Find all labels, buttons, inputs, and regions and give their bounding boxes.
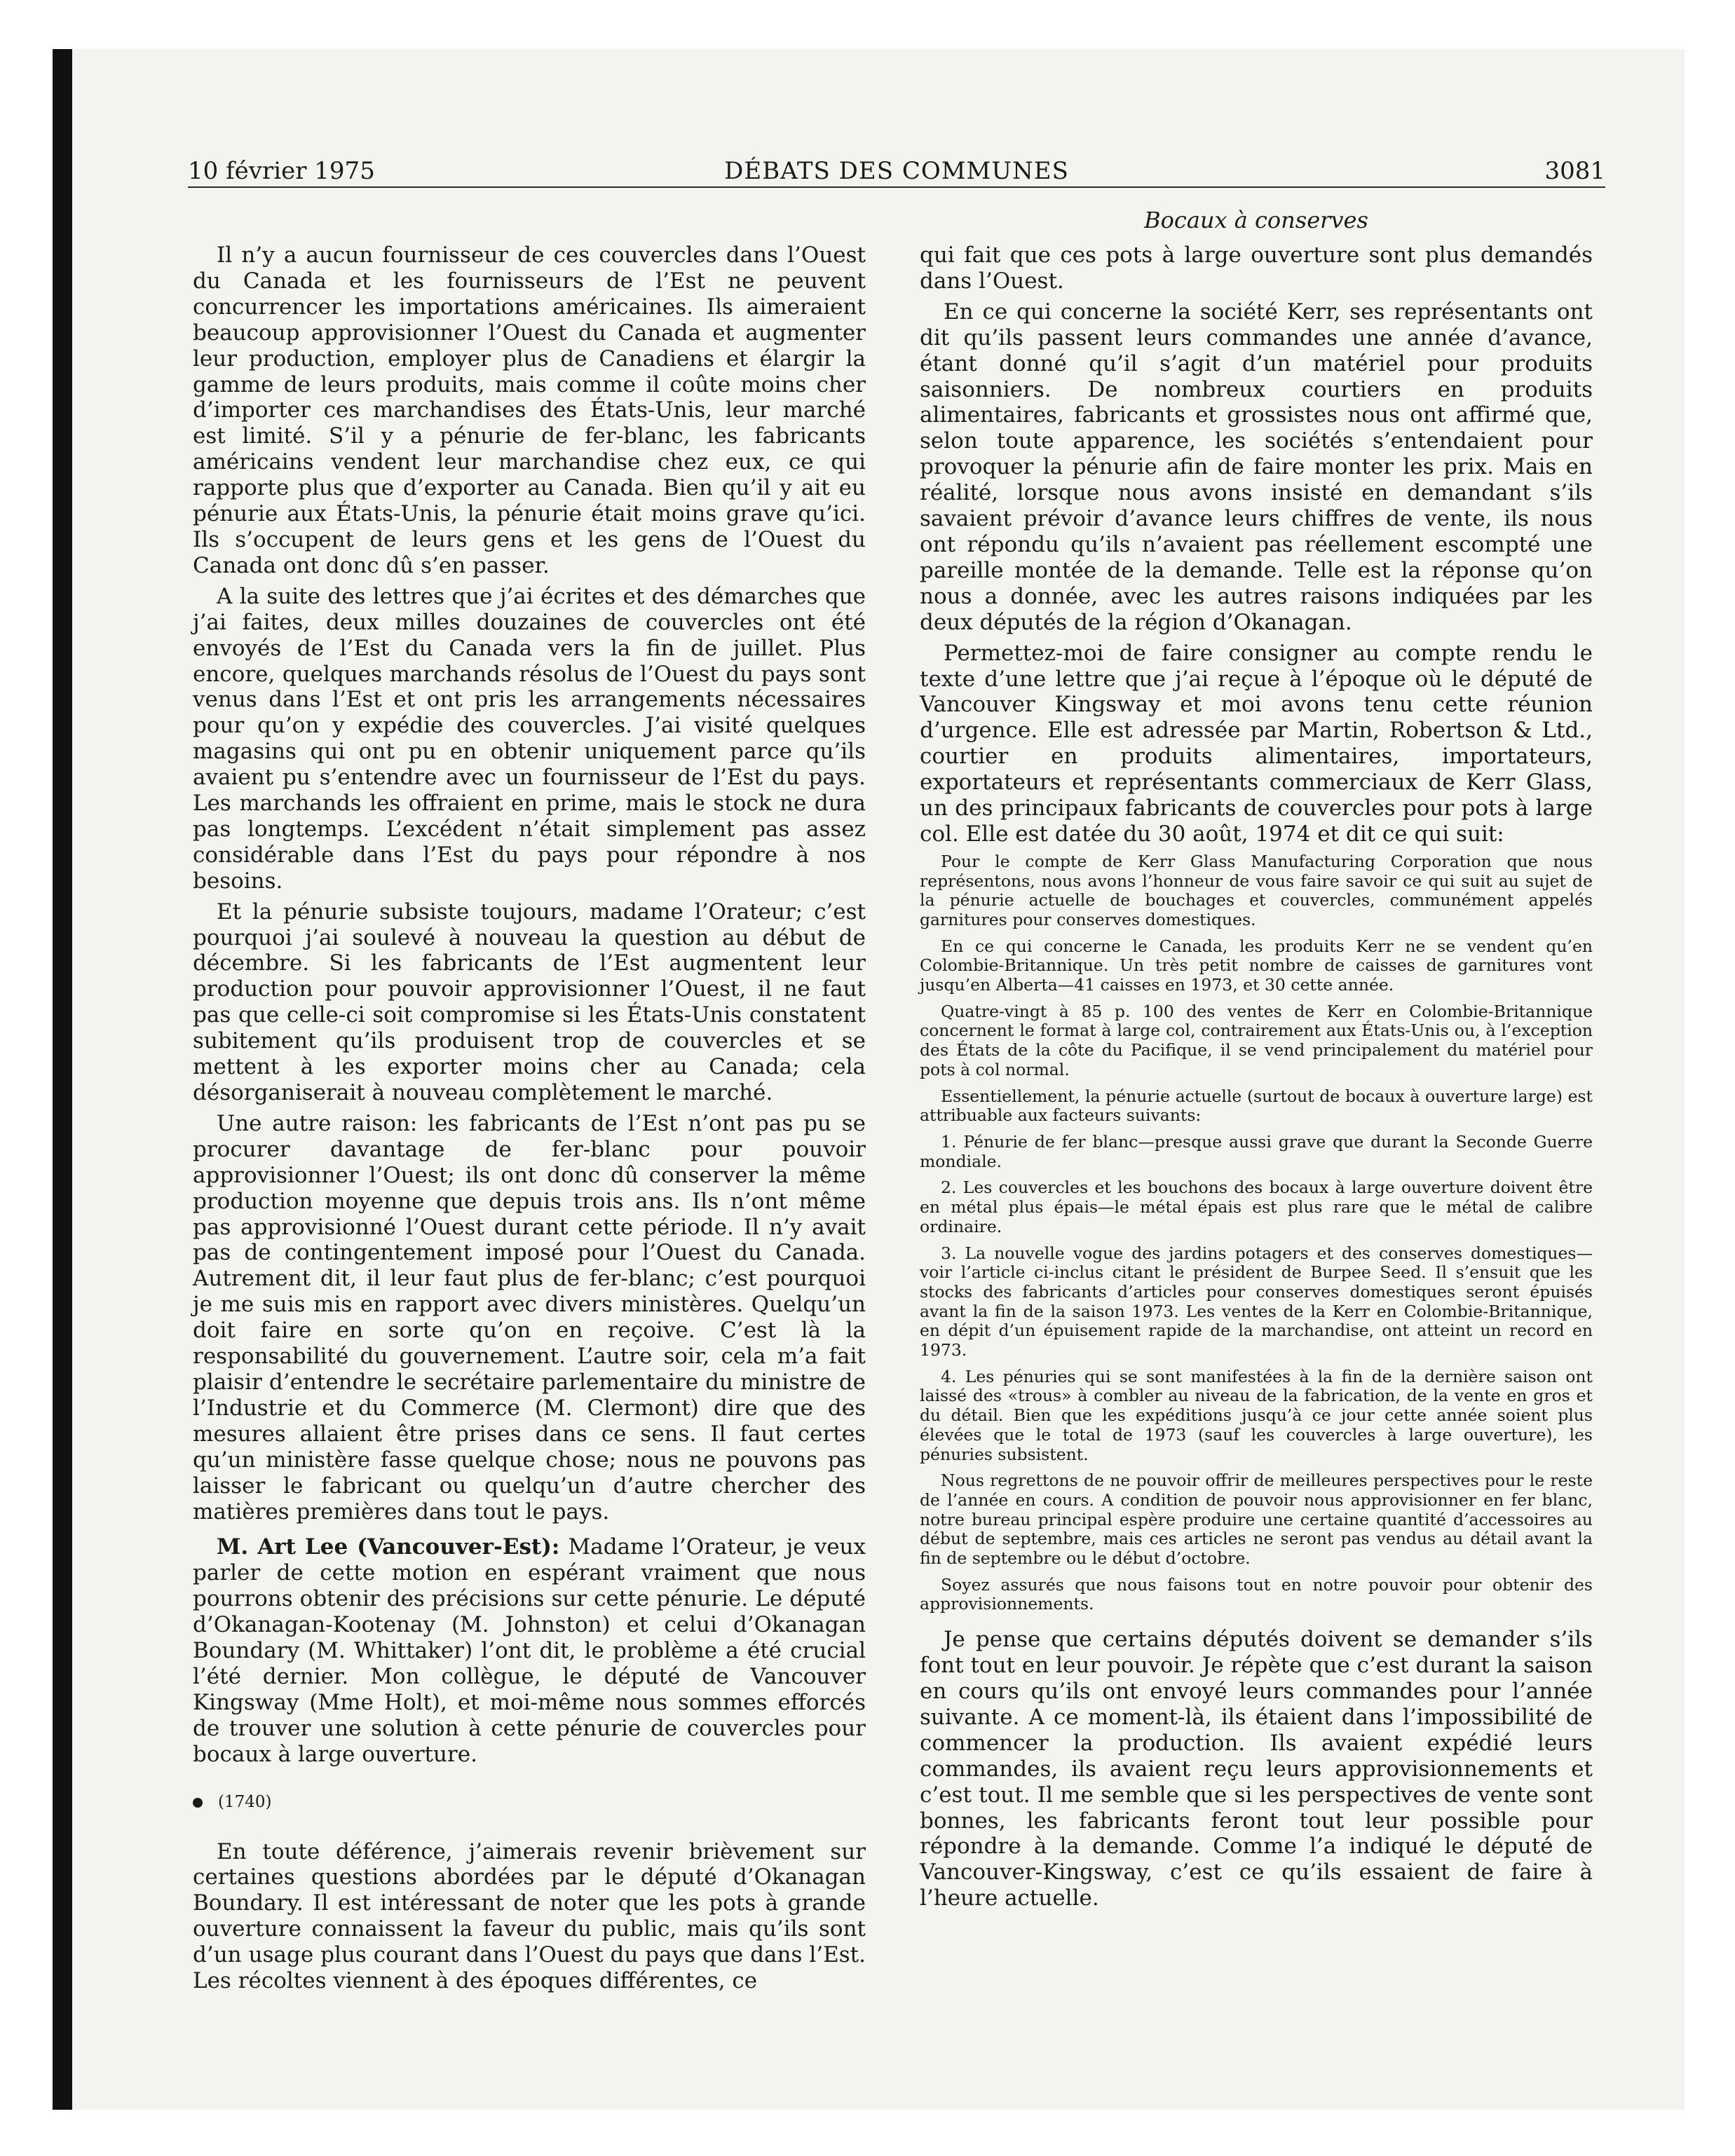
header-title: DÉBATS DES COMMUNES — [724, 157, 1069, 185]
quote-paragraph: Soyez assurés que nous faisons tout en notre pouvoir pour obtenir des approvisionnements. — [920, 1574, 1593, 1614]
paragraph: En ce qui concerne la société Kerr, ses représentants ont dit qu’ils passent leurs commandes une année d’avance, étant donné qu’il s’agit d’un matériel pour produits saisonniers. De nombreux courtiers en produits alimentaires, fabricants et grossistes nous ont affirmé que, selon toute apparence, les sociétés s’entendaient pour provoquer la pénurie afin de faire monter les prix. Mais en réalité, lorsque nous avons insisté en demandant s’ils savaient prévoir d’avance leurs chiffres de vente, ils nous ont répondu qu’ils n’avaient pas réellement escompté une pareille montée de la demande. Telle est la réponse qu’on nous a donnée, avec les autres raisons indiquées par les deux députés de la région d’Okanagan. — [920, 299, 1593, 635]
speaker-name: M. Art Lee (Vancouver-Est): — [217, 1534, 560, 1560]
paragraph: Je pense que certains députés doivent se demander s’ils font tout en leur pouvoir. Je répète que c’est durant la saison en cours qu’ils ont envoyé leurs commandes pour l’année suivante. A ce moment-là, ils étaient dans l’impossibilité de commencer la production. Ils avaient expédié leurs commandes, ils avaient reçu leurs approvisionnements et c’est tout. Il me semble que si les perspectives de vente sont bonnes, les fabricants feront tout leur possible pour répondre à la demande. Comme l’a indiqué le député de Vancouver-Kingsway, c’est ce qu’ils essaient de faire à l’heure actuelle. — [920, 1627, 1593, 1911]
quote-paragraph: 3. La nouvelle vogue des jardins potagers et des conserves domestiques—voir l’article ci-inclus citant le président de Burpee Seed. Il s’ensuit que les stocks des fabricants d’articles pour conserves domestiques seront épuisés avant la fin de la saison 1973. Les ventes de la Kerr en Colombie-Britannique, en dépit d’un épuisement rapide de la marchandise, ont atteint un record en 1973. — [920, 1243, 1593, 1360]
speech-text: Madame l’Orateur, je veux parler de cette motion en espérant vraiment que nous pourrons obtenir des précisions sur cette pénurie. Le député d’Okanagan-Kootenay (M. Johnston) et celui d’Okanagan Boundary (M. Whittaker) l’ont dit, le problème a été crucial l’été dernier. Mon collègue, le député de Vancouver Kingsway (Mme Holt), et moi-même nous sommes efforcés de trouver une solution à cette pénurie de couvercles pour bocaux à large ouverture. — [193, 1534, 866, 1767]
quote-paragraph: Quatre-vingt à 85 p. 100 des ventes de Kerr en Colombie-Britannique concernent le format à large col, contrairement aux États-Unis ou, à l’exception des États de la côte du Pacifique, il se vend principalement du matériel pour pots à col normal. — [920, 1001, 1593, 1079]
left-column — [193, 243, 866, 1999]
paragraph: qui fait que ces pots à large ouverture sont plus demandés dans l’Ouest. — [920, 243, 1593, 294]
right-column — [920, 205, 1593, 1916]
page-number: 3081 — [1544, 157, 1605, 185]
quote-paragraph: Pour le compte de Kerr Glass Manufacturing Corporation que nous représentons, nous avons l’honneur de vous faire savoir ce qui suit au sujet de la pénurie actuelle de bouchages et couvercles, communément appelés garnitures pour conserves domestiques. — [920, 851, 1593, 929]
quote-paragraph: Essentiellement, la pénurie actuelle (surtout de bocaux à ouverture large) est attribuable aux facteurs suivants: — [920, 1086, 1593, 1126]
quoted-letter — [920, 852, 1593, 1614]
timestamp — [193, 1792, 866, 1813]
speech-paragraph — [193, 1534, 866, 1767]
header-date: 10 février 1975 — [188, 157, 375, 185]
paragraph: A la suite des lettres que j’ai écrites et des démarches que j’ai faites, deux milles douzaines de couvercles ont été envoyés de l’Est du Canada vers la fin de juillet. Plus encore, quelques marchands résolus de l’Ouest du pays sont venus dans l’Est et ont pris les arrangements nécessaires pour qu’on y expédie des couvercles. J’ai visité quelques magasins qui ont pu en obtenir uniquement parce qu’ils avaient pu s’entendre avec un fournisseur de l’Est du pays. Les marchands les offraient en prime, mais le stock ne dura pas longtemps. L’excédent n’était simplement pas assez considérable dans l’Est du pays pour répondre à nos besoins. — [193, 583, 866, 894]
bullet-icon — [193, 1798, 203, 1808]
paragraph: Et la pénurie subsiste toujours, madame l’Orateur; c’est pourquoi j’ai soulevé à nouveau la question au début de décembre. Si les fabricants de l’Est augmentent leur production pour pouvoir approvisionner l’Ouest, il ne faut pas que celle-ci soit compromise si les États-Unis constatent subitement qu’ils produisent trop de couvercles et se mettent à les exporter moins cher au Canada; cela désorganiserait à nouveau complètement le marché. — [193, 899, 866, 1105]
paragraph: Permettez-moi de faire consigner au compte rendu le texte d’une lettre que j’ai reçue à l’époque où le député de Vancouver Kingsway et moi avons tenu cette réunion d’urgence. Elle est adressée par Martin, Robertson & Ltd., courtier en produits alimentaires, importateurs, exportateurs et représentants commerciaux de Kerr Glass, un des principaux fabricants de couvercles pour pots à large col. Elle est datée du 30 août, 1974 et dit ce qui suit: — [920, 640, 1593, 847]
paragraph: Une autre raison: les fabricants de l’Est n’ont pas pu se procurer davantage de fer-blanc pour pouvoir approvisionner l’Ouest; ils ont donc dû conserver la même production moyenne que depuis trois ans. Ils n’ont même pas approvisionné l’Ouest durant cette période. Il n’y avait pas de contingentement imposé pour l’Ouest du Canada. Autrement dit, il leur faut plus de fer-blanc; c’est pourquoi je me suis mis en rapport avec divers ministères. Quelqu’un doit faire en sorte qu’on en reçoive. C’est là la responsabilité du gouvernement. L’autre soir, cela m’a fait plaisir d’entendre le secrétaire parlementaire du ministre de l’Industrie et du Commerce (M. Clermont) dire que des mesures allaient être prises dans ce sens. Il faut certes qu’un ministère fasse quelque chose; nous ne pouvons pas laisser le fabricant ou quelqu’un d’autre chercher des matières premières dans tout le pays. — [193, 1110, 866, 1524]
quote-paragraph: 4. Les pénuries qui se sont manifestées à la fin de la dernière saison ont laissé des «trous» à combler au niveau de la fabrication, de la vente en gros et du détail. Bien que les expéditions jusqu’à ce jour cette année soient plus élevées que le total de 1973 (sauf les couvercles à large ouverture), les pénuries subsistent. — [920, 1366, 1593, 1464]
quote-paragraph: Nous regrettons de ne pouvoir offrir de meilleures perspectives pour le reste de l’année en cours. A condition de pouvoir nous approvisionner en fer blanc, notre bureau principal espère produire une certaine quantité d’accessoires au début de septembre, mais ces articles ne seront pas vendus au détail avant la fin de septembre ou le début d’octobre. — [920, 1471, 1593, 1569]
quote-paragraph: 2. Les couvercles et les bouchons des bocaux à large ouverture doivent être en métal plus épais—le métal épais est plus rare que le métal de calibre ordinaire. — [920, 1178, 1593, 1236]
quote-paragraph: En ce qui concerne le Canada, les produits Kerr ne se vendent qu’en Colombie-Britannique. Un très petit nombre de caisses de garnitures vont jusqu’en Alberta—41 caisses en 1973, et 30 cette année. — [920, 936, 1593, 995]
quote-paragraph: 1. Pénurie de fer blanc—presque aussi grave que durant la Seconde Guerre mondiale. — [920, 1131, 1593, 1171]
page-header — [188, 156, 1605, 188]
paragraph: En toute déférence, j’aimerais revenir brièvement sur certaines questions abordées par le député d’Okanagan Boundary. Il est intéressant de noter que les pots à grande ouverture connaissent la faveur du public, mais qu’ils sont d’un usage plus courant dans l’Ouest du pays que dans l’Est. Les récoltes viennent à des époques différentes, ce — [193, 1838, 866, 1994]
section-title: Bocaux à conserves — [1144, 207, 1368, 233]
timestamp-text: (1740) — [218, 1792, 272, 1811]
scan-edge — [53, 49, 72, 2110]
paragraph: Il n’y a aucun fournisseur de ces couvercles dans l’Ouest du Canada et les fournisseurs de l’Est ne peuvent concurrencer les importations américaines. Ils aimeraient beaucoup approvisionner l’Ouest du Canada et augmenter leur production, employer plus de Canadiens et élargir la gamme de leurs produits, mais comme il coûte moins cher d’importer ces marchandises des États-Unis, leur marché est limité. S’il y a pénurie de fer-blanc, les fabricants américains vendent leur marchandise chez eux, ce qui rapporte plus que d’exporter au Canada. Bien qu’il y ait eu pénurie aux États-Unis, la pénurie était moins grave qu’ici. Ils s’occupent de leurs gens et les gens de l’Ouest du Canada ont donc dû s’en passer. — [193, 243, 866, 578]
